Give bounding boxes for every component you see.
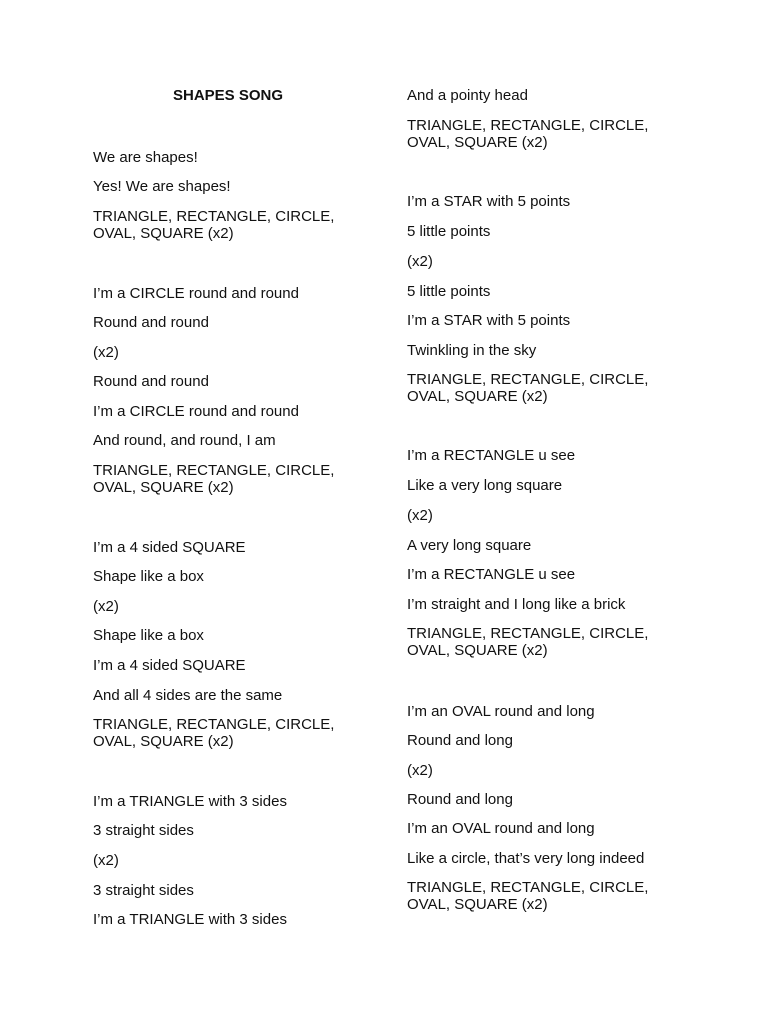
lyric-line: I’m straight and I long like a brick bbox=[407, 596, 626, 613]
lyric-line: I’m a TRIANGLE with 3 sides bbox=[93, 793, 287, 810]
lyric-line: (x2) bbox=[407, 507, 433, 524]
lyric-line: And all 4 sides are the same bbox=[93, 687, 283, 704]
lyric-line: I’m a RECTANGLE u see bbox=[407, 566, 576, 583]
lyric-line: 5 little points bbox=[407, 283, 491, 300]
lyric-line: Round and round bbox=[93, 314, 209, 331]
lyric-line: I’m a RECTANGLE u see bbox=[407, 447, 576, 464]
lyric-line: Round and long bbox=[407, 791, 513, 808]
lyric-line: A very long square bbox=[407, 537, 532, 554]
chorus-line: TRIANGLE, RECTANGLE, CIRCLE, OVAL, SQUARE (x2) bbox=[407, 625, 649, 659]
lyric-line: I’m an OVAL round and long bbox=[407, 820, 595, 837]
lyric-line: Round and long bbox=[407, 732, 513, 749]
song-title: SHAPES SONG bbox=[172, 87, 284, 104]
lyric-line: (x2) bbox=[407, 762, 433, 779]
lyric-line: (x2) bbox=[93, 344, 119, 361]
lyric-line: Like a circle, that’s very long indeed bbox=[407, 850, 645, 867]
lyric-line: Shape like a box bbox=[93, 627, 204, 644]
chorus-line: TRIANGLE, RECTANGLE, CIRCLE, OVAL, SQUARE (x2) bbox=[407, 371, 649, 405]
chorus-line: TRIANGLE, RECTANGLE, CIRCLE, OVAL, SQUARE (x2) bbox=[407, 117, 649, 151]
chorus-line: TRIANGLE, RECTANGLE, CIRCLE, OVAL, SQUARE (x2) bbox=[93, 716, 335, 750]
chorus-line: TRIANGLE, RECTANGLE, CIRCLE, OVAL, SQUARE (x2) bbox=[93, 208, 335, 242]
lyric-line: I’m an OVAL round and long bbox=[407, 703, 595, 720]
lyric-line: And a pointy head bbox=[407, 87, 528, 104]
lyric-line: 5 little points bbox=[407, 223, 491, 240]
lyric-line: I’m a 4 sided SQUARE bbox=[93, 539, 246, 556]
lyric-line: (x2) bbox=[93, 852, 119, 869]
lyric-line: I’m a CIRCLE round and round bbox=[93, 403, 299, 420]
lyric-line: I’m a TRIANGLE with 3 sides bbox=[93, 911, 287, 928]
lyric-line: I’m a STAR with 5 points bbox=[407, 193, 571, 210]
lyric-line: Twinkling in the sky bbox=[407, 342, 537, 359]
lyric-line: 3 straight sides bbox=[93, 882, 194, 899]
lyric-line: I’m a CIRCLE round and round bbox=[93, 285, 299, 302]
lyric-line: Shape like a box bbox=[93, 568, 204, 585]
lyric-line: I’m a STAR with 5 points bbox=[407, 312, 571, 329]
lyric-line: (x2) bbox=[407, 253, 433, 270]
chorus-line: TRIANGLE, RECTANGLE, CIRCLE, OVAL, SQUARE (x2) bbox=[407, 879, 649, 913]
chorus-line: TRIANGLE, RECTANGLE, CIRCLE, OVAL, SQUARE (x2) bbox=[93, 462, 335, 496]
lyric-line: Yes! We are shapes! bbox=[93, 178, 231, 195]
lyric-line: Round and round bbox=[93, 373, 209, 390]
lyric-line: Like a very long square bbox=[407, 477, 563, 494]
lyric-line: We are shapes! bbox=[93, 149, 198, 166]
lyric-line: (x2) bbox=[93, 598, 119, 615]
lyric-line: 3 straight sides bbox=[93, 822, 194, 839]
lyric-line: I’m a 4 sided SQUARE bbox=[93, 657, 246, 674]
lyric-line: And round, and round, I am bbox=[93, 432, 276, 449]
